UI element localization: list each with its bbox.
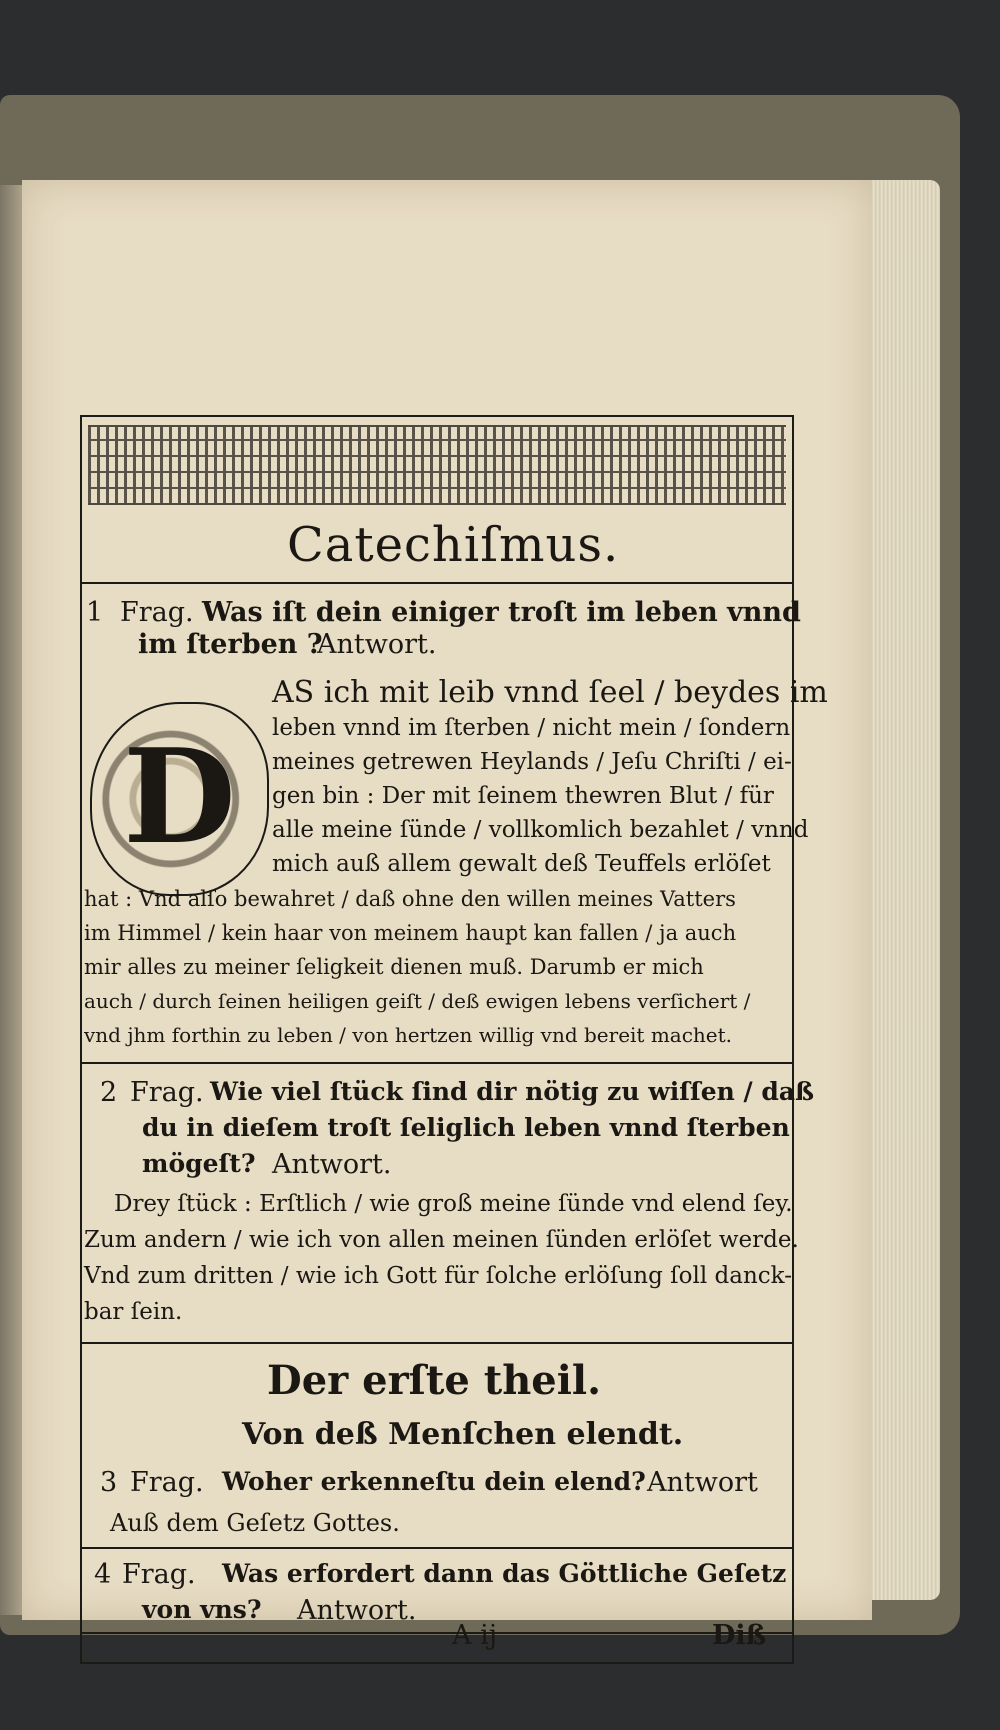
question-3-number: 3 [100, 1467, 118, 1498]
question-1-line-1: Was iſt dein einiger troſt im leben vnnd [202, 597, 801, 628]
question-4-answer-label: Antwort. [297, 1595, 417, 1626]
question-4-label: Frag. [122, 1559, 196, 1590]
decorated-initial-capital [90, 702, 269, 896]
question-4-line-1: Was erfordert dann das Göttliche Geſetz [222, 1559, 787, 1588]
answer-1-line-8: im Himmel / kein haar von meinem haupt kan fallen / ja auch [84, 921, 737, 945]
catchword: Diß [712, 1620, 767, 1651]
answer-1-line-5: alle meine ſünde / vollkomlich bezahlet / vnnd [272, 817, 809, 843]
question-2-line-2: du in dieſem troſt ſeliglich leben vnnd ſterben [142, 1113, 790, 1142]
section-subtitle: Von deß Menſchen elendt. [242, 1417, 684, 1452]
question-2-line-1: Wie viel ſtück ſind dir nötig zu wiſſen / daß [210, 1077, 815, 1106]
bottom-rule [82, 1632, 792, 1634]
page-border-frame [80, 415, 828, 1664]
answer-1-line-2: leben vnnd im ſterben / nicht mein / ſondern [272, 715, 791, 741]
decorative-header-band [88, 425, 786, 505]
answer-1-line-7: hat : Vnd alſo bewahret / daß ohne den willen meines Vatters [84, 887, 736, 911]
answer-2-line-2: Zum andern / wie ich von allen meinen ſünden erlöſet werde. [84, 1227, 799, 1253]
answer-3-text: Auß dem Geſetz Gottes. [110, 1509, 400, 1537]
answer-2-line-4: bar ſein. [84, 1299, 183, 1325]
question-1-label: Frag. [120, 597, 194, 628]
answer-1-line-9: mir alles zu meiner ſeligkeit dienen muß. Darumb er mich [84, 955, 704, 979]
question-1-number: 1 [86, 597, 104, 628]
question-3-text: Woher erkenneſtu dein elend? [222, 1467, 646, 1496]
question-2-answer-label: Antwort. [272, 1149, 392, 1180]
answer-1-line-10: auch / durch ſeinen heiligen geiſt / deß ewigen lebens verſichert / [84, 989, 751, 1013]
question-4-number: 4 [94, 1559, 112, 1590]
book-page [22, 180, 872, 1651]
initial-letter: D [123, 720, 236, 873]
question-3-label: Frag. [130, 1467, 204, 1498]
page-title: Catechiſmus. [287, 517, 620, 573]
page-edges [860, 180, 940, 1600]
section-rule-1 [82, 1062, 792, 1064]
question-2-line-3: mögeſt? [142, 1149, 256, 1178]
section-rule-3 [82, 1547, 792, 1549]
section-title: Der erſte theil. [267, 1357, 602, 1404]
question-3-answer-label: Antwort [647, 1467, 758, 1498]
question-4-line-2: von vns? [142, 1595, 262, 1624]
question-1-answer-label: Antwort. [317, 629, 437, 660]
title-rule [82, 582, 792, 584]
answer-1-line-11: vnd jhm forthin zu leben / von hertzen willig vnd bereit machet. [84, 1023, 733, 1047]
question-2-number: 2 [100, 1077, 118, 1108]
signature-mark: A ij [452, 1620, 498, 1651]
answer-1-line-6: mich auß allem gewalt deß Teuffels erlöſet [272, 851, 771, 877]
question-1-line-2: im ſterben ? [138, 629, 323, 660]
section-rule-2 [82, 1342, 792, 1344]
answer-1-line-3: meines getrewen Heylands / Jeſu Chriſti / ei- [272, 749, 792, 775]
question-2-label: Frag. [130, 1077, 204, 1108]
answer-1-line-1: AS ich mit leib vnnd ſeel / beydes im [272, 675, 828, 710]
answer-2-line-1: Drey ſtück : Erſtlich / wie groß meine ſünde vnd elend ſey. [114, 1191, 793, 1217]
answer-2-line-3: Vnd zum dritten / wie ich Gott für ſolche erlöſung ſoll danck- [84, 1263, 792, 1289]
answer-1-line-4: gen bin : Der mit ſeinem thewren Blut / für [272, 783, 774, 809]
